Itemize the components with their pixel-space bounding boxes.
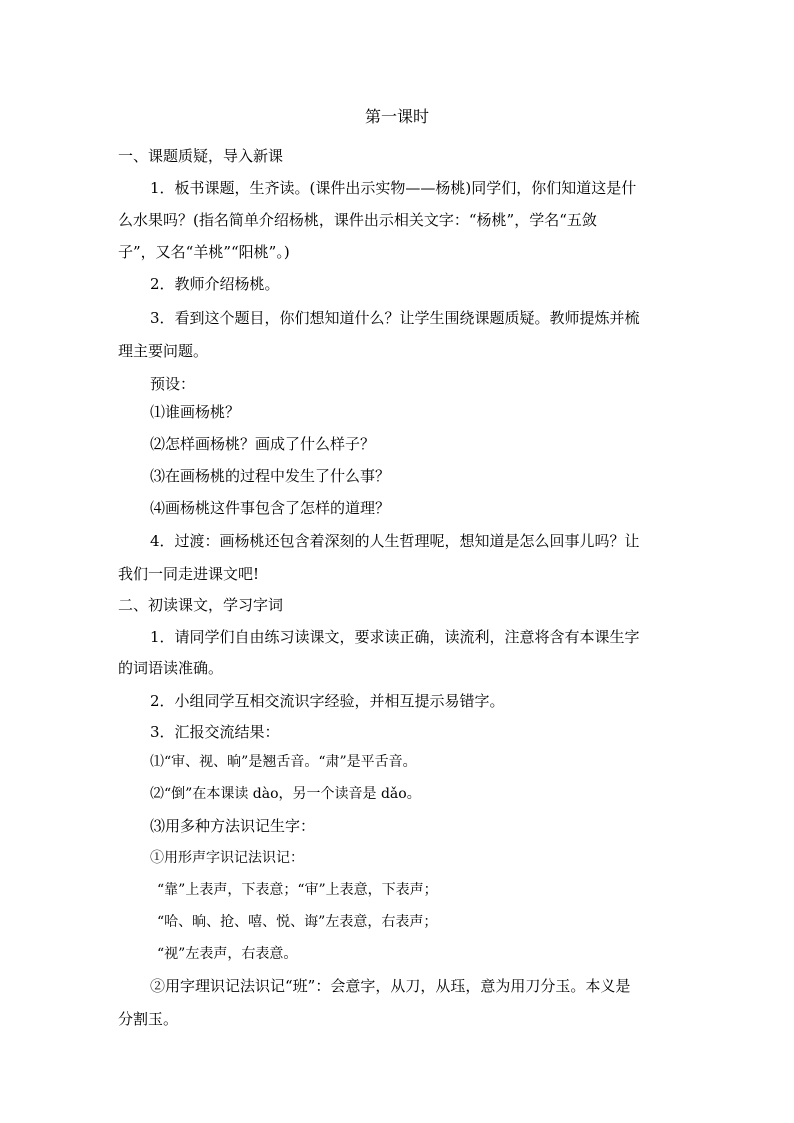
paragraph-line: 2．教师介绍杨桃。 [150,275,280,293]
list-item: “哈、晌、抢、嘻、悦、诲”左表意，右表声； [157,914,438,930]
paragraph-line: 1．板书课题，生齐读。(课件出示实物——杨桃)同学们，你们知道这是什 [150,179,637,197]
paragraph-line: 预设： [150,375,196,393]
paragraph-line: 么水果吗？(指名简单介绍杨桃，课件出示相关文字：“杨桃”，学名“五敛 [118,211,597,229]
list-item: “靠”上表声，下表意；“审”上表意，下表声； [157,882,438,898]
paragraph-line: 的词语读准确。 [118,659,224,677]
paragraph-line: 4．过渡：画杨桃还包含着深刻的人生哲理呢，想知道是怎么回事儿吗？让 [150,532,640,550]
paragraph-line: 我们一同走进课文吧! [118,565,260,583]
list-item: ⑵怎样画杨桃？画成了什么样子？ [150,435,376,453]
section-heading: 二、初读课文，学习字词 [118,596,284,614]
list-item: ⑴谁画杨桃？ [150,403,241,421]
paragraph-line: 3．看到这个题目，你们想知道什么？让学生围绕课题质疑。教师提炼并梳 [150,309,640,327]
list-item: ⑶在画杨桃的过程中发生了什么事？ [150,467,391,485]
list-item: ⑴“审、视、晌”是翘舌音。“肃”是平舌音。 [150,754,417,770]
paragraph-line: 理主要问题。 [118,342,209,360]
paragraph-line: 分割玉。 [118,1010,179,1028]
list-item: ⑶用多种方法识记生字： [150,817,316,835]
paragraph-line: 3．汇报交流结果： [150,723,280,741]
paragraph-line: 子”，又名“羊桃”“阳桃”。) [118,243,290,261]
list-item: ①用形声字识记法识记： [150,850,304,866]
paragraph-line: 1．请同学们自由练习读课文，要求读正确，读流利，注意将含有本课生字 [150,628,640,646]
list-item: ⑷画杨桃这件事包含了怎样的道理？ [150,499,391,517]
list-item: “视”左表声，右表意。 [157,946,298,962]
paragraph-line: ②用字理识记法识记“班”：会意字，从刀，从珏，意为用刀分玉。本义是 [150,977,631,995]
section-heading: 一、课题质疑，导入新课 [118,147,284,165]
paragraph-line: 2．小组同学互相交流识字经验，并相互提示易错字。 [150,692,505,710]
list-item: ⑵“倒”在本课读 dào，另一个读音是 dǎo。 [150,786,421,802]
page-title: 第一课时 [364,107,429,126]
